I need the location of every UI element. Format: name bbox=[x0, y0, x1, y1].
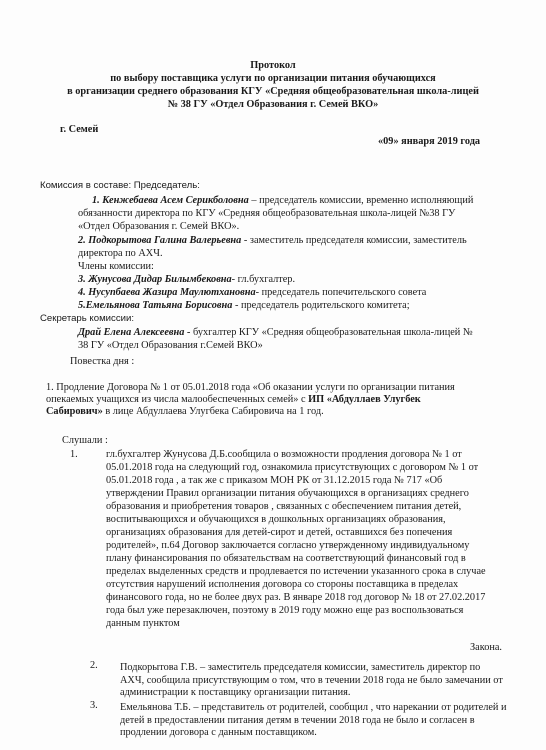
commission-intro: Комиссия в составе: Председатель: bbox=[40, 180, 200, 191]
item-1-line: года был уже перезаключен, поэтому в 2019 году можно еще раз воспользоваться bbox=[106, 605, 464, 616]
agenda-line3-text: в лице Абдуллаева Улугбека Сабировича на 1 год. bbox=[105, 406, 324, 417]
member-2-name: 2. Подкорытова Галина Валерьевна bbox=[78, 235, 242, 246]
item-1-line: финансового года, но не более двух раз. В январе 2018 год договор № 18 от 27.02.2017 bbox=[106, 592, 486, 603]
member-4-name: 4. Нусупбаева Жазира Маулютхановна bbox=[78, 287, 256, 298]
item-2-number: 2. bbox=[90, 660, 98, 671]
item-1-line: образования и приобретения товаров , связанных с обеспечением питания детей, bbox=[106, 501, 462, 512]
secretary bbox=[78, 327, 473, 339]
agenda-label: Повестка дня : bbox=[70, 356, 135, 367]
item-3-line: продлении договора с данным поставщиком. bbox=[120, 727, 317, 738]
agenda-line2 bbox=[46, 394, 421, 406]
item-1-line: 05.01.2018 года , а так же с приказом МОН РК от 31.12.2015 года № 717 «Об bbox=[106, 475, 443, 486]
item-1-line: утверждении Правил организации питания обучающихся в организациях среднего bbox=[106, 488, 469, 499]
agenda-line1: 1. Продление Договора № 1 от 05.01.2018 года «Об оказании услуги по организации питания bbox=[46, 382, 455, 393]
item-1-line: пределах выделенных средств и продлевается по истечении указанного срока в случае bbox=[106, 566, 486, 577]
doc-subtitle-line3: № 38 ГУ «Отдел Образования г. Семей ВКО» bbox=[167, 99, 379, 110]
item-1-line: организациях образования для детей-сирот и детей, оставшихся без попечения bbox=[106, 527, 453, 538]
member-2 bbox=[78, 235, 467, 247]
item-3-number: 3. bbox=[90, 700, 98, 711]
member-3 bbox=[78, 274, 295, 286]
item-1-line: данным пунктом bbox=[106, 618, 180, 629]
member-4 bbox=[78, 287, 426, 299]
agenda-supplier: ИП «Абдуллаев Улугбек bbox=[308, 394, 421, 405]
agenda-supplier-cont: Сабирович» bbox=[46, 406, 103, 417]
member-1-line2: обязанности директора по КГУ «Средняя общеобразовательная школа-лицей №38 ГУ bbox=[78, 208, 456, 219]
item-1-line: плану финансирования по обязательствам на соответствующий финансовый год в bbox=[106, 553, 466, 564]
place: г. Семей bbox=[60, 124, 99, 135]
member-1 bbox=[92, 195, 473, 207]
item-1-number: 1. bbox=[70, 449, 78, 460]
member-5 bbox=[78, 300, 410, 312]
member-4-role: - председатель попечительского совета bbox=[255, 287, 427, 298]
secretary-line2: 38 ГУ «Отдел Образования г.Семей ВКО» bbox=[78, 340, 263, 351]
item-1-line: отсутствия нарушений исполнения договора со стороны поставщика в пределах bbox=[106, 579, 459, 590]
secretary-label: Секретарь комиссии: bbox=[40, 313, 135, 324]
item-1-line: воспитывающихся и обучающихся в дошкольных организациях образования, bbox=[106, 514, 446, 525]
item-2-line: администрации к поставщику организации питания. bbox=[120, 687, 351, 698]
item-1-last: Закона. bbox=[470, 642, 503, 653]
member-3-name: 3. Жунусова Дидар Билымбековна bbox=[78, 274, 232, 285]
secretary-name: Драй Елена Алексеевна - bbox=[78, 327, 191, 338]
secretary-role: бухгалтер КГУ «Средняя общеобразовательная школа-лицей № bbox=[192, 327, 473, 338]
doc-subtitle-line1: по выбору поставщика услуги по организации питания обучающихся bbox=[110, 73, 436, 84]
item-3-line: Емельянова Т.Б. – представитель от родителей, сообщил , что нарекании от родителей и bbox=[120, 702, 507, 713]
heard-label: Слушали : bbox=[62, 435, 108, 446]
member-5-role: - председатель родительского комитета; bbox=[234, 300, 410, 311]
member-1-name: 1. Кенжебаева Асем Серикболовна bbox=[92, 195, 249, 206]
agenda-line3 bbox=[46, 406, 324, 418]
member-2-line2: директора по АХЧ. bbox=[78, 248, 163, 259]
member-2-role: - заместитель председателя комиссии, заместитель bbox=[243, 235, 467, 246]
agenda-line2-text: опекаемых учащихся из числа малообеспеченных семей» с bbox=[46, 394, 306, 405]
date: «09» января 2019 года bbox=[378, 136, 481, 147]
item-1-line: родителей», п.64 Договор заключается согласно утвержденному индивидуальному bbox=[106, 540, 470, 551]
doc-title: Протокол bbox=[250, 60, 296, 71]
item-1-line: гл.бухгалтер Жунусова Д.Б.сообщила о возможности продления договора № 1 от bbox=[106, 449, 462, 460]
member-1-line3: «Отдел Образования г. Семей ВКО». bbox=[78, 221, 240, 232]
doc-subtitle-line2: в организации среднего образования КГУ «Средняя общеобразовательная школа-лицей bbox=[67, 86, 479, 97]
item-2-line: АХЧ, сообщила присутствующим о том, что в течении 2018 года не было замечании от bbox=[120, 674, 503, 686]
item-1-line: 05.01.2018 года на следующий год, ознакомила присутствующих с договором № 1 от bbox=[106, 462, 479, 473]
member-5-name: 5.Емельянова Татьяна Борисовна bbox=[78, 300, 233, 311]
member-1-role: – председатель комиссии, временно исполняющий bbox=[251, 195, 474, 206]
member-3-role: - гл.бухгалтер. bbox=[231, 274, 296, 285]
item-3-line: детей в предоставлении питания детям в течении 2018 года не было и согласен в bbox=[120, 714, 475, 726]
item-2-line: Подкорытова Г.В. – заместитель председателя комиссии, заместитель директор по bbox=[120, 662, 481, 673]
members-label: Члены комиссии: bbox=[78, 261, 154, 272]
